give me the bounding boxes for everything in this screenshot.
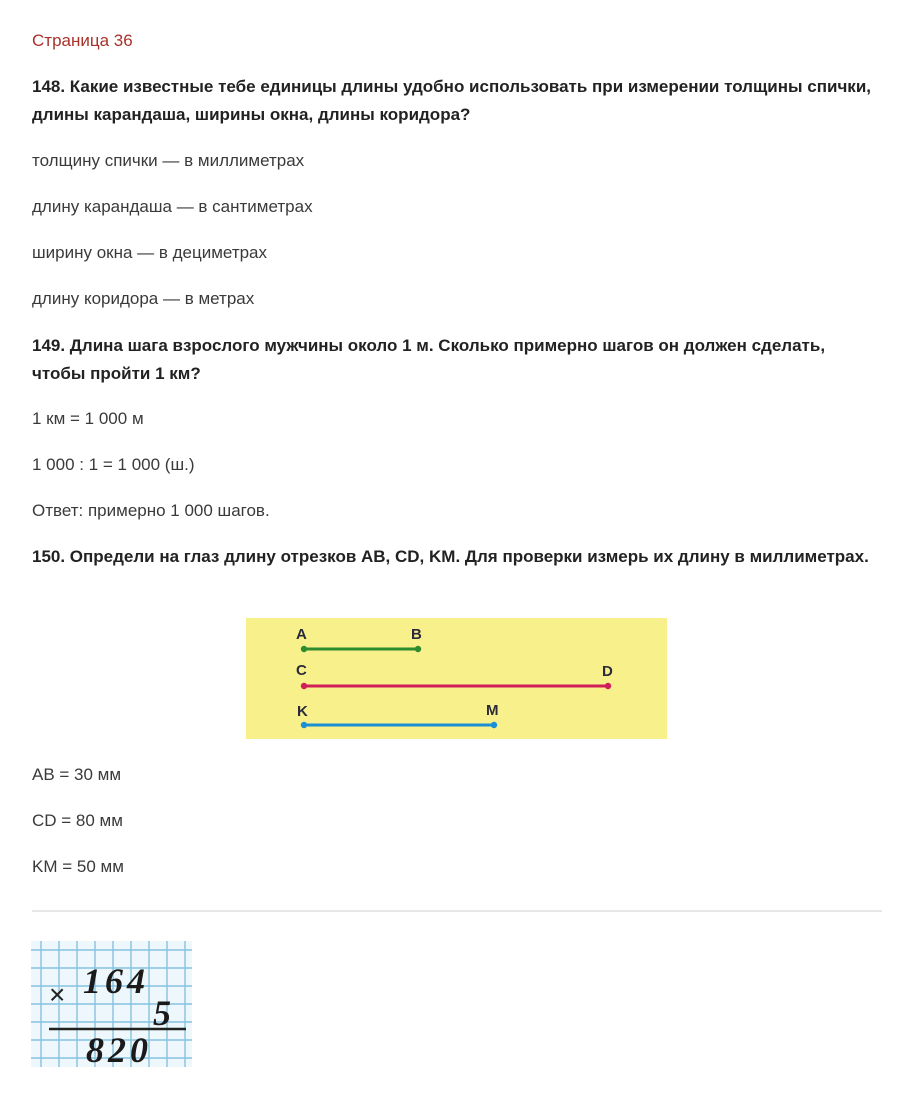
label-b: B [411, 626, 422, 643]
point-d [605, 683, 611, 689]
point-a [301, 646, 307, 652]
section-divider [32, 910, 882, 912]
point-m [491, 722, 497, 728]
label-c: C [296, 662, 307, 679]
task-148-question: 148. Какие известные тебе единицы длины удобно использовать при измерении толщины спички, длины карандаша, ширины окна, длины коридора? [32, 77, 871, 124]
task-150-question: 150. Определи на глаз длину отрезков AB, CD, KM. Для проверки измерь их длину в миллиметрах. [32, 547, 869, 566]
label-m: M [486, 702, 499, 719]
task-150-answer-1: AB = 30 мм [32, 765, 122, 784]
label-k: K [297, 703, 308, 720]
point-b [415, 646, 421, 652]
segments-diagram [246, 618, 667, 739]
point-c [301, 683, 307, 689]
task-148-answer-3: ширину окна — в дециметрах [32, 243, 268, 262]
point-k [301, 722, 307, 728]
task-150-answer-3: KM = 50 мм [32, 857, 124, 876]
task-149-answer-1: 1 км = 1 000 м [32, 409, 144, 428]
segments-figure [246, 618, 667, 739]
multiplication-image[interactable] [31, 941, 192, 1067]
task-149-answer-3: Ответ: примерно 1 000 шагов. [32, 501, 270, 520]
task-149-question: 149. Длина шага взрослого мужчины около 1 м. Сколько примерно шагов он должен сделать, чтобы пройти 1 км? [32, 336, 826, 383]
task-150-answer-2: CD = 80 мм [32, 811, 123, 830]
product: 820 [86, 1030, 152, 1067]
label-a: A [296, 626, 307, 643]
task-149-answer-2: 1 000 : 1 = 1 000 (ш.) [32, 455, 195, 474]
multiplier: 5 [153, 993, 171, 1033]
task-148-answer-2: длину карандаша — в сантиметрах [32, 197, 313, 216]
label-d: D [602, 663, 613, 680]
multiplication-sign: × [49, 979, 66, 1010]
task-148-answer-4: длину коридора — в метрах [32, 289, 255, 308]
page-reference: Страница 36 [32, 31, 133, 50]
multiplicand: 164 [83, 961, 149, 1001]
task-148-answer-1: толщину спички — в миллиметрах [32, 151, 305, 170]
